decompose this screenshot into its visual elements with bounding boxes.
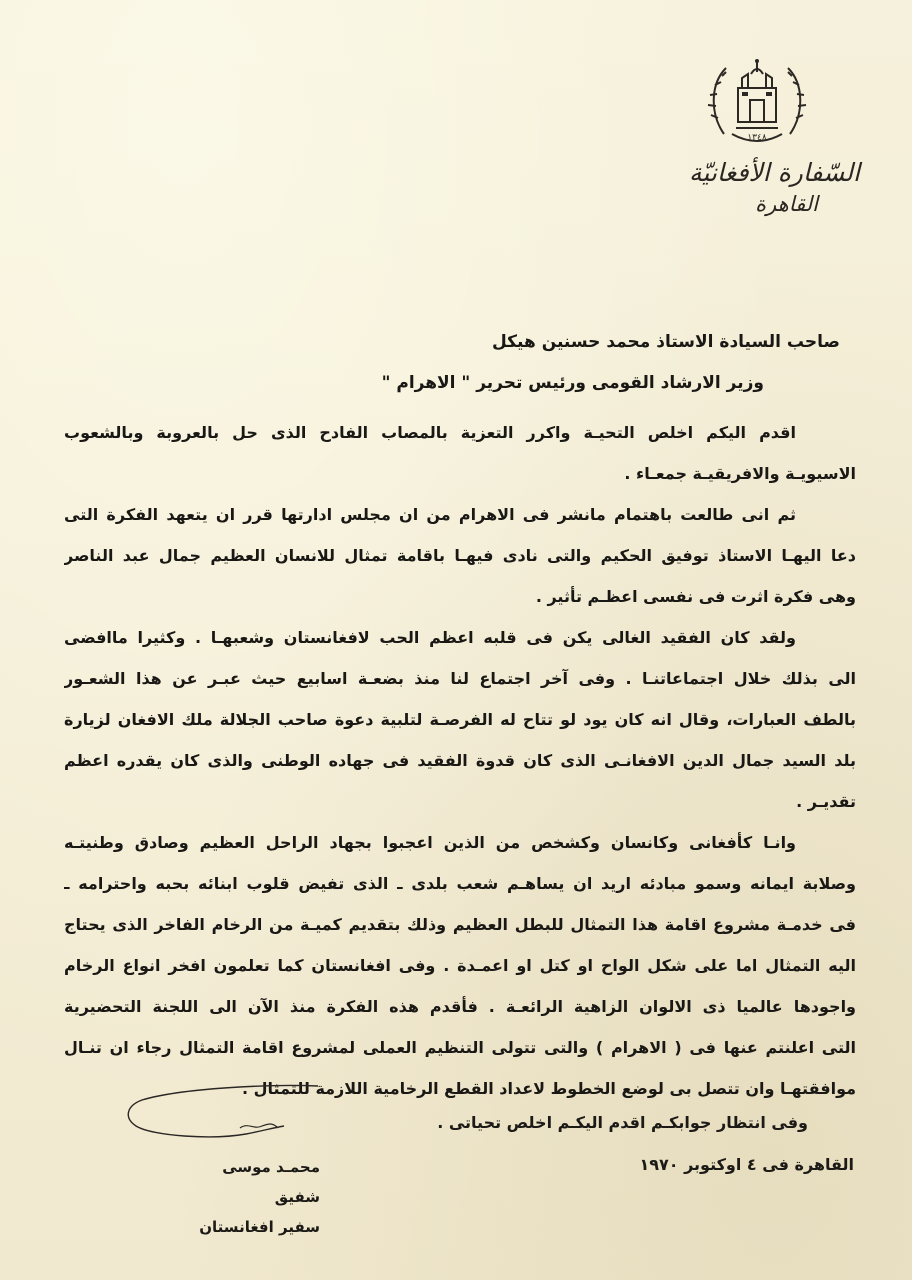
paragraph-line: وانـا كأفغانى وكانسان وكشخص من الذين اعجبوا بجهاد الراحل العظيم وصادق وطنيتـه [64, 833, 796, 852]
paragraph-line: ولقد كان الفقيد الغالى يكن فى قلبه اعظم الحب لافغانستان وشعبهـا . وكثيرا ماافضى [64, 628, 796, 647]
letter-body [64, 322, 856, 1109]
paragraph-line: وهى فكرة اثرت فى نفسى اعظـم تأثير . [535, 587, 856, 606]
salutation: صاحب السيادة الاستاذ محمد حسنين هيكل [491, 332, 840, 352]
paragraph-line: اليه التمثال اما على شكل الواح او كتل او اعمـدة . وفى افغانستان كما تعلمون افخر انواع الرخام [64, 956, 856, 975]
paragraph-line: واجودها عالميا ذى الالوان الزاهية الرائعـة . فأقدم هذه الفكرة منذ الآن الى اللجنة التحضيرية [64, 997, 856, 1016]
svg-text:١٣٤٨: ١٣٤٨ [747, 133, 767, 143]
paragraph-line: بلد السيد جمال الدين الافغانـى الذى كان قدوة الفقيد فى جهاده الوطنى والذى كان يقدره اعظم [64, 751, 856, 770]
signer-title: سفير افغانستان [199, 1218, 320, 1236]
paragraph-line: تقديـر . [796, 792, 856, 811]
paragraph-line: ثم انى طالعت باهتمام مانشر فى الاهرام من ان مجلس ادارتها قرر ان يتعهد الفكرة التى [64, 505, 796, 524]
paragraph-line: دعا اليهـا الاستاذ توفيق الحكيم والتى نادى فيهـا باقامة تمثال للانسان العظيم جمال عبد الناصر [64, 546, 856, 565]
letterhead [560, 156, 860, 218]
paragraph-line: فى خدمـة مشروع اقامة هذا التمثال للبطل العظيم وذلك بتقديم كميـة من الرخام الفاخر الذى يحتاج [64, 915, 856, 934]
paragraph-line: اقدم اليكم اخلص التحيـة واكرر التعزية بالمصاب الفادح الذى حل بالعروبة وبالشعوب [64, 423, 796, 442]
paragraph-line: بالطف العبارات، وقال انه كان يود لو تتاح له الفرصـة لتلبية دعوة صاحب الجلالة ملك الافغان لزيارة [64, 710, 856, 729]
closing-line: وفى انتظار جوابكـم اقدم اليكـم اخلص تحياتى . [437, 1113, 808, 1132]
handwritten-signature [122, 1082, 322, 1152]
signer-block [180, 1152, 320, 1242]
embassy-name: السّفارة الأفغانيّة [689, 158, 860, 187]
paragraph-line: وصلابة ايمانه وسمو مبادئه اريد ان يساهـم شعب بلدى ـ الذى تفيض قلوب ابنائه بحبه واحترامه ـ [64, 874, 856, 893]
date-line: القاهرة فى ٤ اوكتوبر ١٩٧٠ [639, 1155, 854, 1174]
paragraph-line: الاسيويـة والافريقيـة جمعـاء . [624, 464, 856, 483]
embassy-city: القاهرة [755, 192, 818, 216]
paragraph-line: الى بذلك خلال اجتماعاتنـا . وفى آخر اجتماع لنا منذ بضعـة اسابيع حيث عبـر عن هذا الشعـور [64, 669, 856, 688]
afghanistan-emblem-icon [702, 48, 812, 158]
recipient-title: وزير الارشاد القومى ورئيس تحرير " الاهرام " [381, 373, 764, 393]
paragraph-line: التى اعلنتم عنها فى ( الاهرام ) والتى تتولى التنظيم العملى لمشروع اقامة التمثال رجاء ان تنـال [64, 1038, 856, 1057]
paragraph-line: موافقتهـا وان تتصل بى لوضع الخطوط لاعداد القطع الرخامية اللازمة للتمثال . [242, 1079, 856, 1098]
signer-name: محمـد موسى شفيق [222, 1158, 320, 1206]
